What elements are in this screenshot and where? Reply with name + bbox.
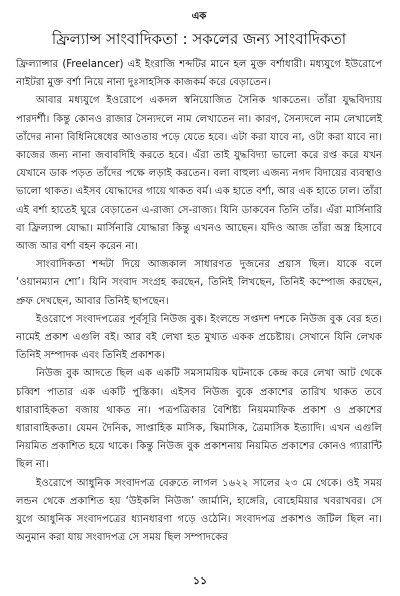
chapter-number: এক <box>191 11 207 22</box>
paragraph: সাংবাদিকতা শব্দটা দিয়ে আজকাল সাধারণত দুজনের প্রয়াস ছিল। যাকে বলে ‘ওয়ানম্যান শো’। যিনি সংবাদ সংগ্রহ করছেন, তিনিই লিখছেন, তিনিই কম্পোজ করছেন, প্রুফ দেখছেন, আবার তিনিই ছাপছেন। <box>16 259 382 307</box>
body-text <box>16 56 382 547</box>
chapter-title: ফ্রিল্যান্স সাংবাদিকতা : সকলের জন্য সাংবাদিকতা <box>51 30 347 48</box>
paragraph: নিউজ বুক আদতে ছিল এক একটি সমসাময়িক ঘটনাকে কেন্দ্র করে লেখা আট থেকে চব্বিশ পাতার এক একটি পুস্তিকা। এইসব নিউজ বুকে প্রকাশের তারিখ থাকত তবে ধারাবাহিকতা বজায় থাকত না। পত্রপত্রিকার বৈশিষ্ট্য নিয়মমাফিক প্রকাশ ও প্রকাশের ধারাবাহিকতা। যেমন দৈনিক, সাপ্তাহিক মাসিক, দ্বিমাসিক, ত্রৈমাসিক ইত্যাদি। এখন এগুলি নিয়মিত প্রকাশিত হয়ে থাকে। কিন্তু নিউজ বুক প্রকাশনায় নিয়মিত প্রকাশের কোনও গ্যারান্টি ছিল না। <box>16 368 382 471</box>
paragraph: ফ্রিল্যান্সার (Freelancer) এই ইংরাজি শব্দটির মানে হল মুক্ত বর্শাধারী। মধ্যযুগে ইউরোপে নাইটরা মুক্ত বর্শা নিয়ে নানা দুঃসাহসিক কাজকর্ম করে বেড়াতেন। <box>16 59 382 89</box>
paragraph: ইওরোপে আধুনিক সংবাদপত্র বেরুতে লাগল ১৬২২ সালের ২৩ মে থেকে। ওই সময় লন্ডন থেকে প্রকাশিত হয় ‘উইকলি নিউজ’ জার্মানি, হাঙ্গেরি, বোহেমিয়ার খবরাখবর। সে যুগে আধুনিক সংবাদপত্রের ধ্যানধারণা গড়ে ওঠেনি। সংবাদপত্র প্রকাশও জটিল ছিল না। অনুমান করা যায় সংবাদপত্র সে সময় ছিল সম্পাদকের <box>16 477 382 544</box>
paragraph: ইওরোপে সংবাদপত্রের পূর্বসূরি নিউজ বুক। ইংলন্ডে সপ্তদশ দশকে নিউজ বুক বের হত। নামেই প্রকাশ এগুলি বই। আর বই লেখা হত মুখ্যত একক প্রচেষ্টায়। সেখানে যিনি লেখক তিনিই সম্পাদক এবং তিনিই প্রকাশক। <box>16 313 382 362</box>
paragraph: আবার মধ্যযুগে ইওরোপে একদল স্বনিয়োজিত সৈনিক থাকতেন। তাঁরা যুদ্ধবিদ্যায় পারদর্শী। কিন্তু কোনও রাজার সৈন্যদলে নাম লেখাতেন না। কারণ, সৈন্যদলে নাম লেখালেই তাঁদের নানা বিধিনিষেধের আওতায় পড়ে যেতে হবে। এটা করা যাবে না, ওটা করা যাবে না। কাজের জন্য নানা জবাবদিহি করতে হবে। এঁরা তাই যুদ্ধবিদ্যা ভালো করে রপ্ত করে যখন যেখানে ডাক পড়ত তাঁদের পক্ষে লড়াই করতেন। বলা বাহুল্য এজন্য নগদ বিদায়ের ব্যবস্থাও ভালো থাকত। এইসব যোদ্ধাদের গায়ে থাকত বর্ম। এক হাতে বর্শা, আর এক হাতে ঢাল। তাঁরা এই বর্শা হাতেই ঘুরে বেড়াতেন এ-রাজ্য সে-রাজ্য। যিনি ডাকবেন তিনি তাঁর। এঁরা মার্সিনারি বা ফ্রিল্যান্স যোদ্ধা। মার্সিনারি যোদ্ধারা কিন্তু এখনও আছেন। যদিও আজ তাঁরা অস্ত্র হিসাবে আজ আর বর্শা বহন করেন না। <box>16 95 382 253</box>
page-number: ১১ <box>192 574 208 587</box>
